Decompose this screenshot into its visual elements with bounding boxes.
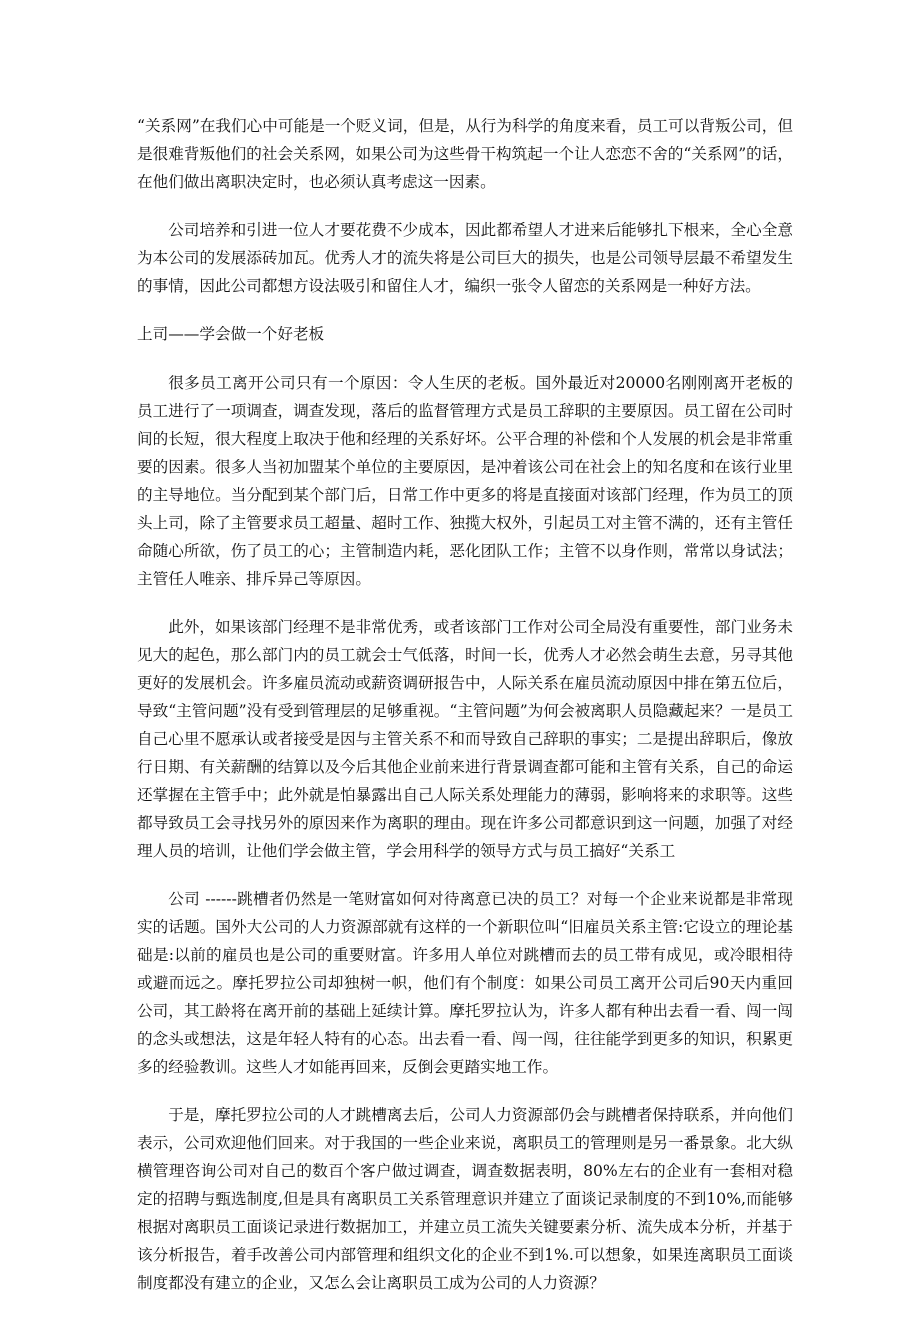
paragraph-motorola-practice: 于是，摩托罗拉公司的人才跳槽离去后，公司人力资源部仍会与跳槽者保持联系，并向他们表示，公司欢迎他们回来。对于我国的一些企业来说，离职员工的管理则是另一番景象。北大纵横管理咨询公司对自己的数百个客户做过调查，调查数据表明，80%左右的企业有一套相对稳定的招聘与甄选制度,但是具有离职员工关系管理意识并建立了面谈记录制度的不到10%,而能够根据对离职员工面谈记录进行数据加工，并建立员工流失关键要素分析、流失成本分析，并基于该分析报告，着手改善公司内部管理和组织文化的企业不到1%.可以想象，如果连离职员工面谈制度都没有建立的企业，又怎么会让离职员工成为公司的人力资源？ [137, 1106, 793, 1292]
document-body [137, 112, 793, 1317]
paragraph-manager-problem: 此外，如果该部门经理不是非常优秀，或者该部门工作对公司全局没有重要性，部门业务未见大的起色，那么部门内的员工就会士气低落，时间一长，优秀人才必然会萌生去意，另寻其他更好的发展机会。许多雇员流动或薪资调研报告中，人际关系在雇员流动原因中排在第五位后，导致“主管问题”没有受到管理层的足够重视。“主管问题”为何会被离职人员隐藏起来？一是员工自己心里不愿承认或者接受是因与主管关系不和而导致自己辞职的事实；二是提出辞职后，像放行日期、有关薪酬的结算以及今后其他企业前来进行背景调查都可能和主管有关系，自己的命运还掌握在主管手中；此外就是怕暴露出自己人际关系处理能力的薄弱，影响将来的求职等。这些都导致员工会寻找另外的原因来作为离职的理由。现在许多公司都意识到这一问题，加强了对经理人员的培训，让他们学会做主管，学会用科学的领导方式与员工搞好“关系工 [137, 618, 793, 860]
paragraph-relationship-network: “关系网”在我们心中可能是一个贬义词，但是，从行为科学的角度来看，员工可以背叛公司，但是很难背叛他们的社会关系网，如果公司为这些骨干构筑起一个让人恋恋不舍的“关系网”的话，在他们做出离职决定时，也必须认真考虑这一因素。 [137, 117, 793, 191]
paragraph-bad-boss: 很多员工离开公司只有一个原因：令人生厌的老板。国外最近对20000名刚刚离开老板的员工进行了一项调查，调查发现，落后的监督管理方式是员工辞职的主要原因。员工留在公司时间的长短，很大程度上取决于他和经理的关系好坏。公平合理的补偿和个人发展的机会是非常重要的因素。很多人当初加盟某个单位的主要原因，是冲着该公司在社会上的知名度和在该行业里的主导地位。当分配到某个部门后，日常工作中更多的将是直接面对该部门经理，作为员工的顶头上司，除了主管要求员工超量、超时工作、独揽大权外，引起员工对主管不满的，还有主管任命随心所欲，伤了员工的心；主管制造内耗，恶化团队工作；主管不以身作则，常常以身试法；主管任人唯亲、排斥异己等原因。 [137, 374, 793, 588]
paragraph-talent-cost: 公司培养和引进一位人才要花费不少成本，因此都希望人才进来后能够扎下根来，全心全意为本公司的发展添砖加瓦。优秀人才的流失将是公司巨大的损失，也是公司领导层最不希望发生的事情，因此公司都想方设法吸引和留住人才，编织一张令人留恋的关系网是一种好方法。 [137, 221, 793, 295]
paragraph-former-employees: 公司 ------跳槽者仍然是一笔财富如何对待离意已决的员工？对每一个企业来说都是非常现实的话题。国外大公司的人力资源部就有这样的一个新职位叫“旧雇员关系主管:它设立的理论基础是:以前的雇员也是公司的重要财富。许多用人单位对跳槽而去的员工带有成见，或冷眼相待或避而远之。摩托罗拉公司却独树一帜，他们有个制度：如果公司员工离开公司后90天内重回公司，其工龄将在离开前的基础上延续计算。摩托罗拉认为，许多人都有种出去看一看、闯一闯的念头或想法，这是年轻人特有的心态。出去看一看、闯一闯，往往能学到更多的知识，积累更多的经验教训。这些人才如能再回来，反倒会更踏实地工作。 [137, 890, 793, 1076]
section-heading-boss: 上司——学会做一个好老板 [137, 325, 325, 343]
